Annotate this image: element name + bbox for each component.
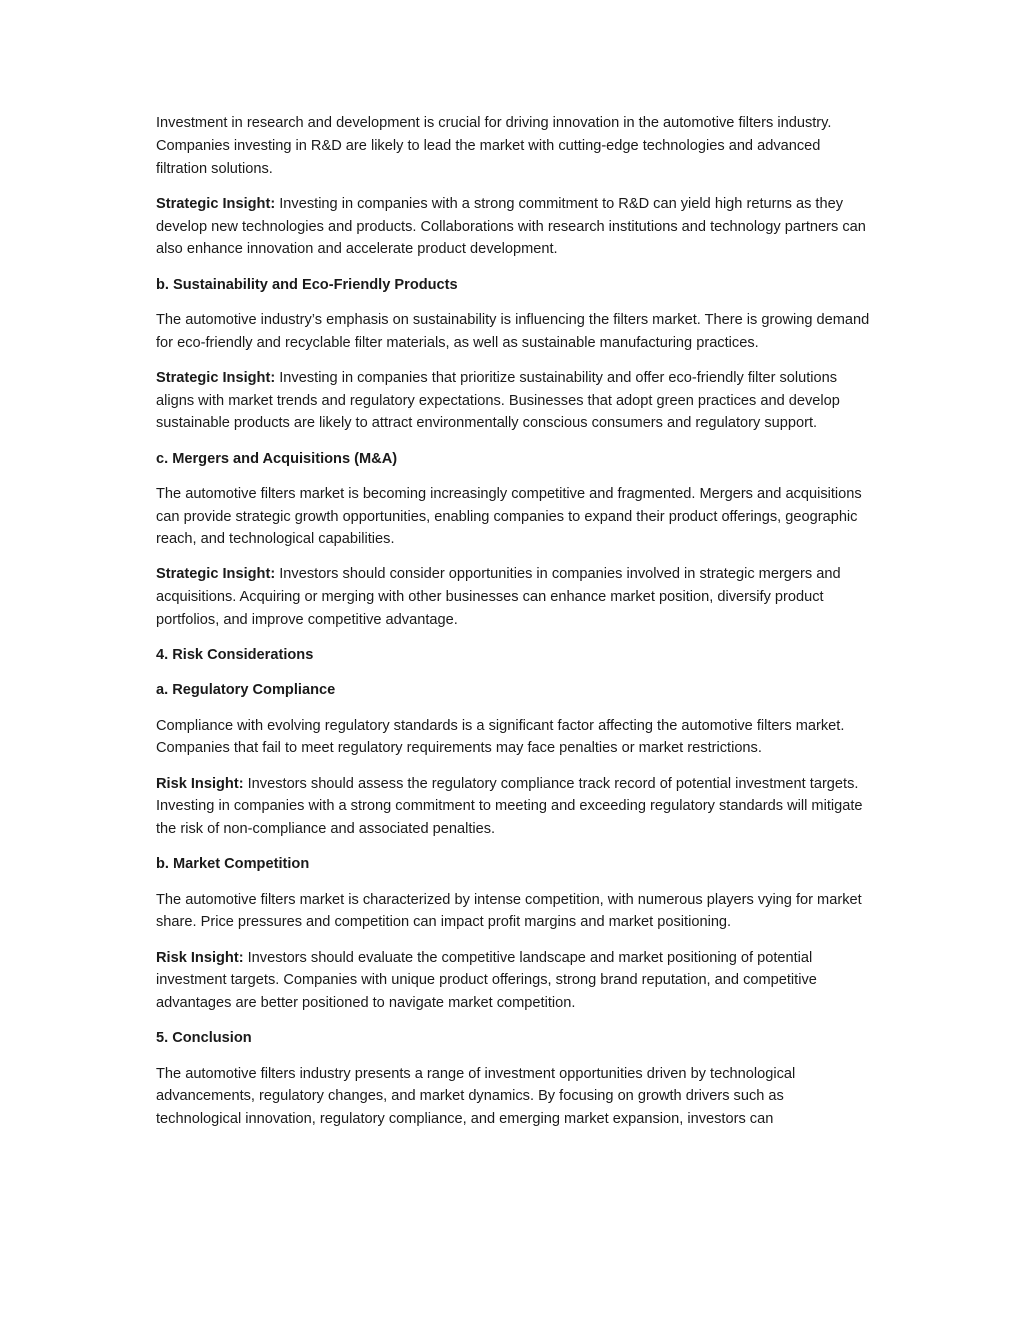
paragraph-regulatory-compliance — [156, 715, 872, 761]
risk-insight-regulatory — [156, 773, 872, 841]
paragraph-market-competition — [156, 889, 872, 935]
paragraph-rd-investment — [156, 112, 872, 180]
paragraph-text: The automotive industry’s emphasis on sustainability is influencing the filters market. There is growing demand for eco-friendly and recyclable filter materials, as well as sustainable manufacturing practices. — [156, 311, 870, 351]
paragraph-text: Investing in companies that prioritize sustainability and offer eco-friendly filter solutions aligns with market trends and regulatory expectations. Businesses that adopt green practices and develop sustainable products are likely to attract environmentally conscious consumers and regulatory support. — [156, 369, 840, 432]
paragraph-text: The automotive filters market is characterized by intense competition, with numerous players vying for market share. Price pressures and competition can impact profit margins and market positioning. — [156, 891, 862, 931]
paragraph-text: The automotive filters industry presents a range of investment opportunities driven by technological advancements, regulatory changes, and market dynamics. By focusing on growth drivers such as technological innovation, regulatory compliance, and emerging market expansion, investors can — [156, 1065, 796, 1128]
section-heading-sustainability: b. Sustainability and Eco-Friendly Products — [156, 276, 458, 293]
strategic-insight-mergers — [156, 563, 872, 631]
section-heading-risk-considerations: 4. Risk Considerations — [156, 647, 314, 664]
risk-insight-competition — [156, 947, 872, 1015]
section-heading-regulatory-compliance: a. Regulatory Compliance — [156, 682, 336, 699]
paragraph-text: Investment in research and development is crucial for driving innovation in the automotive filters industry. Companies investing in R&D are likely to lead the market with cutting-edge technologies and advanced filtration solutions. — [156, 115, 832, 177]
document-page — [156, 112, 872, 1143]
paragraph-text: Investors should evaluate the competitive landscape and market positioning of potential investment targets. Companies with unique product offerings, strong brand reputation, and competitive advantages are better positioned to navigate market competition. — [156, 949, 817, 1012]
strategic-insight-label: Strategic Insight: — [156, 369, 276, 386]
strategic-insight-label: Strategic Insight: — [156, 195, 276, 212]
strategic-insight-sustainability — [156, 367, 872, 435]
paragraph-mergers — [156, 483, 872, 551]
paragraph-text: Compliance with evolving regulatory standards is a significant factor affecting the automotive filters market. Companies that fail to meet regulatory requirements may face penalties or market restrictions. — [156, 717, 845, 757]
risk-insight-label: Risk Insight: — [156, 775, 244, 792]
section-heading-market-competition: b. Market Competition — [156, 856, 310, 873]
paragraph-text: Investing in companies with a strong commitment to R&D can yield high returns as they develop new technologies and products. Collaborations with research institutions and technology partners can also enhance innovation and accelerate product development. — [156, 195, 866, 258]
section-heading-conclusion: 5. Conclusion — [156, 1030, 252, 1047]
risk-insight-label: Risk Insight: — [156, 949, 244, 966]
paragraph-text: The automotive filters market is becoming increasingly competitive and fragmented. Mergers and acquisitions can provide strategic growth opportunities, enabling companies to expand their product offerings, geographic reach, and technological capabilities. — [156, 485, 862, 548]
strategic-insight-rd — [156, 193, 872, 261]
paragraph-text: Investors should consider opportunities in companies involved in strategic mergers and acquisitions. Acquiring or merging with other businesses can enhance market position, diversify product portfolios, and improve competitive advantage. — [156, 566, 841, 629]
paragraph-text: Investors should assess the regulatory compliance track record of potential investment targets. Investing in companies with a strong commitment to meeting and exceeding regulatory standards will mitigate the risk of non-compliance and associated penalties. — [156, 775, 863, 838]
strategic-insight-label: Strategic Insight: — [156, 566, 276, 583]
section-heading-mergers: c. Mergers and Acquisitions (M&A) — [156, 450, 398, 467]
paragraph-sustainability — [156, 309, 872, 355]
paragraph-conclusion — [156, 1063, 872, 1131]
